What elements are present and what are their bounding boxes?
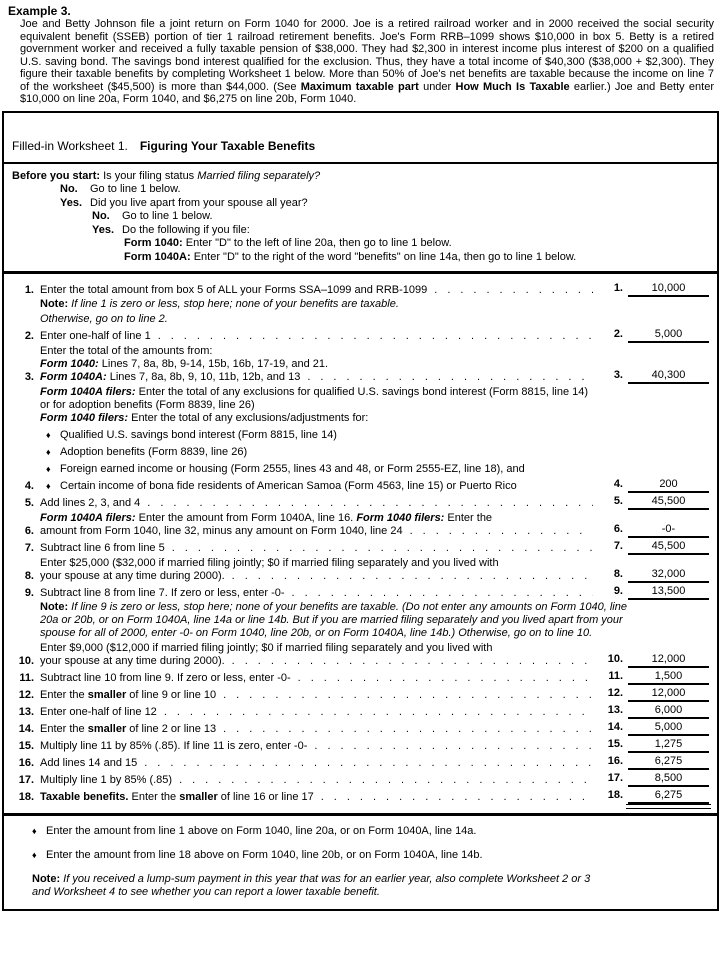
line-6-text: Enter the amount from Form 1040A, line 16. bbox=[135, 512, 357, 524]
diamond-bullet-icon: ♦ bbox=[46, 464, 51, 474]
line-12-text bbox=[40, 689, 216, 702]
before-label: Before you start: bbox=[12, 169, 101, 182]
dot-leader bbox=[223, 723, 593, 736]
line-2-amount-col bbox=[597, 328, 709, 343]
dot-leader bbox=[298, 672, 593, 685]
amount-value-6: -0- bbox=[628, 523, 709, 538]
bullet-text: Qualified U.S. savings bond interest (Form 8815, line 14) bbox=[60, 429, 337, 441]
line-18-text bbox=[40, 791, 314, 804]
example-paragraph bbox=[20, 18, 714, 106]
line-number-3: 3. bbox=[24, 371, 34, 383]
line-9-note bbox=[40, 601, 628, 640]
form1040-filers-label: Form 1040 filers: bbox=[40, 412, 129, 424]
line-number-11: 11. bbox=[19, 672, 34, 684]
text-segment: Enter the bbox=[40, 723, 88, 735]
worksheet-row-4 bbox=[12, 386, 709, 493]
footer-bullet-text: Enter the amount from line 1 above on Form 1040, line 20a, or on Form 1040A, line 14a. bbox=[46, 825, 477, 837]
amount-line-number-5: 5. bbox=[613, 495, 623, 507]
line-17-text-cell bbox=[40, 774, 593, 787]
note-text: If you received a lump-sum payment in this year that was for an earlier year, also complete Worksheet 2 or 3 and Worksheet 4 to see whether you can report a lower taxable benefit. bbox=[32, 873, 591, 898]
line-18-amount-col bbox=[597, 789, 709, 804]
yes-label: Yes. bbox=[92, 223, 115, 236]
footer-bullet-1 bbox=[32, 825, 709, 838]
worksheet-box bbox=[2, 111, 719, 912]
amount-line-number-3: 3. bbox=[613, 369, 623, 381]
worksheet-title-prefix: Filled-in Worksheet 1. bbox=[12, 138, 128, 153]
line-8-second-line: your spouse at any time during 2000). bbox=[40, 570, 225, 582]
worksheet-row-12 bbox=[12, 687, 709, 702]
form1040a-text: Enter "D" to the right of the word "benefits" on line 14a, then go to line 1 below. bbox=[190, 250, 577, 263]
worksheet-title bbox=[4, 113, 717, 164]
note-text: If line 9 is zero or less, stop here; none of your benefits are taxable. (Do not enter any amounts on Form 1040, line 20a or 20b, or on Form 1040A, line 14a or line 14b. But if you are married filing separately and you lived apart from your spouse for all of 2000, enter -0- on Form 1040, line 20b, or on Form 1040A, line 14b.) Otherwise, go on to line 10. bbox=[40, 601, 627, 639]
amount-value-17: 8,500 bbox=[628, 772, 709, 787]
worksheet-row-3 bbox=[12, 345, 709, 384]
line-10-first-line: Enter $9,000 ($12,000 if married filing jointly; $0 if married filing separately and you lived with bbox=[40, 642, 493, 654]
example-heading: Example 3. bbox=[8, 4, 71, 18]
before-question bbox=[12, 170, 709, 184]
worksheet-row-13 bbox=[12, 704, 709, 719]
dot-leader bbox=[321, 791, 593, 804]
before-yes-2 bbox=[92, 224, 709, 238]
line-14-text bbox=[40, 723, 216, 736]
dot-leader bbox=[434, 284, 593, 297]
before-question-text: Is your filing status bbox=[100, 169, 198, 182]
line-number-9: 9. bbox=[24, 587, 34, 599]
before-you-start-section bbox=[4, 164, 717, 275]
line-number-6: 6. bbox=[24, 525, 34, 537]
line-4-bullet-1 bbox=[46, 429, 593, 442]
line-12-text-cell bbox=[40, 689, 593, 702]
amount-line-number-14: 14. bbox=[607, 721, 623, 733]
line-12-amount-col bbox=[597, 687, 709, 702]
note-text: If line 1 is zero or less, stop here; none of your benefits are taxable. bbox=[68, 298, 399, 310]
line-9-amount-col bbox=[597, 585, 709, 600]
line-3-amount-col bbox=[597, 369, 709, 384]
line-number-1: 1. bbox=[24, 284, 34, 296]
line-13-text: Enter one-half of line 12 bbox=[40, 706, 157, 718]
line-6-second-line: amount from Form 1040, line 32, minus any amount on Form 1040, line 24 bbox=[40, 525, 403, 537]
line-number-13: 13. bbox=[18, 706, 34, 718]
note-label: Note: bbox=[40, 601, 69, 613]
form1040a-filers-label: Form 1040A filers: bbox=[40, 512, 136, 524]
smaller-bold: smaller bbox=[87, 689, 127, 701]
amount-line-number-12: 12. bbox=[607, 687, 623, 699]
diamond-bullet-icon: ♦ bbox=[46, 481, 51, 491]
amount-line-number-7: 7. bbox=[613, 540, 623, 552]
amount-value-12: 12,000 bbox=[628, 687, 709, 702]
line-5-amount-col bbox=[597, 495, 709, 510]
dot-leader bbox=[172, 542, 593, 555]
line-10-amount-col bbox=[597, 653, 709, 668]
worksheet-row-18 bbox=[12, 789, 709, 804]
dot-leader bbox=[232, 655, 593, 668]
dot-leader bbox=[144, 757, 593, 770]
smaller-bold: smaller bbox=[87, 723, 127, 735]
dot-leader bbox=[223, 689, 593, 702]
line-3-form1040 bbox=[40, 358, 593, 371]
worksheet-row-7 bbox=[12, 540, 709, 555]
line-1-text-cell bbox=[40, 284, 593, 297]
example-text-bold: Maximum taxable part bbox=[300, 80, 419, 93]
worksheet-row-9 bbox=[12, 585, 709, 600]
line-5-text-cell bbox=[40, 497, 593, 510]
line-15-amount-col bbox=[597, 738, 709, 753]
worksheet-row-2 bbox=[12, 328, 709, 343]
line-8-text-cell bbox=[40, 557, 593, 583]
line-number-8: 8. bbox=[24, 570, 34, 582]
line-13-text-cell bbox=[40, 706, 593, 719]
dot-leader bbox=[410, 525, 593, 538]
line-10-text-cell bbox=[40, 642, 593, 668]
line-1-note-line2: Otherwise, go on to line 2. bbox=[40, 313, 168, 325]
amount-line-number-6: 6. bbox=[613, 523, 623, 535]
line-3-form1040a bbox=[40, 371, 300, 384]
line-4-bullet-3 bbox=[46, 463, 593, 476]
worksheet-row-17 bbox=[12, 772, 709, 787]
diamond-bullet-icon: ♦ bbox=[32, 826, 37, 836]
line-number-14: 14. bbox=[18, 723, 34, 735]
line-7-text: Subtract line 6 from line 5 bbox=[40, 542, 165, 554]
amount-line-number-18: 18. bbox=[607, 789, 623, 801]
amount-value-10: 12,000 bbox=[628, 653, 709, 668]
line-4-bullet-2 bbox=[46, 446, 593, 459]
line-4-form1040a-para bbox=[40, 386, 593, 412]
amount-value-8: 32,000 bbox=[628, 568, 709, 583]
worksheet-row-6 bbox=[12, 512, 709, 538]
line-8-amount-col bbox=[597, 568, 709, 583]
worksheet-row-8 bbox=[12, 557, 709, 583]
amount-value-9: 13,500 bbox=[628, 585, 709, 600]
amount-line-number-1: 1. bbox=[613, 282, 623, 294]
before-no-1 bbox=[60, 183, 709, 197]
no-text: Go to line 1 below. bbox=[122, 210, 213, 222]
line-16-text: Add lines 14 and 15 bbox=[40, 757, 138, 769]
amount-line-number-8: 8. bbox=[613, 568, 623, 580]
line-1-text: Enter the total amount from box 5 of ALL your Forms SSA–1099 and RRB-1099 bbox=[40, 284, 428, 296]
amount-line-number-16: 16. bbox=[607, 755, 623, 767]
form1040-text: Enter "D" to the left of line 20a, then go to line 1 below. bbox=[182, 237, 452, 249]
dot-leader bbox=[164, 706, 593, 719]
line-number-15: 15. bbox=[18, 740, 34, 752]
diamond-bullet-icon: ♦ bbox=[32, 850, 37, 860]
amount-value-1: 10,000 bbox=[628, 282, 709, 297]
line-14-text-cell bbox=[40, 723, 593, 736]
amount-line-number-4: 4. bbox=[613, 478, 623, 490]
yes-label: Yes. bbox=[60, 196, 83, 209]
line-15-text: Multiply line 11 by 85% (.85). If line 11 is zero, enter -0- bbox=[40, 740, 308, 752]
line-1-note bbox=[40, 298, 709, 311]
amount-value-16: 6,275 bbox=[628, 755, 709, 770]
form1040-label: Form 1040: bbox=[40, 358, 99, 370]
amount-line-number-15: 15. bbox=[607, 738, 623, 750]
worksheet-row-10 bbox=[12, 642, 709, 668]
line-14-amount-col bbox=[597, 721, 709, 736]
bullet-text: Adoption benefits (Form 8839, line 26) bbox=[60, 446, 248, 458]
line-16-text-cell bbox=[40, 757, 593, 770]
amount-value-5: 45,500 bbox=[628, 495, 709, 510]
worksheet-row-5 bbox=[12, 495, 709, 510]
example-text: earlier.) Joe and Betty enter $10,000 on line 20a, Form 1040, and $6,275 on line 20b, Form 1040. bbox=[20, 80, 714, 105]
footer-bullet-2 bbox=[32, 849, 709, 862]
worksheet-row-15 bbox=[12, 738, 709, 753]
line-5-text: Add lines 2, 3, and 4 bbox=[40, 497, 141, 509]
line-number-5: 5. bbox=[24, 497, 34, 509]
example-text-bold: How Much Is Taxable bbox=[455, 80, 570, 93]
line-3-intro: Enter the total of the amounts from: bbox=[40, 345, 213, 357]
before-no-2 bbox=[92, 210, 709, 224]
amount-value-3: 40,300 bbox=[628, 369, 709, 384]
line-11-text: Subtract line 10 from line 9. If zero or less, enter -0- bbox=[40, 672, 291, 684]
line-4-text-cell bbox=[40, 386, 593, 493]
form1040-lines: Lines 7, 8a, 8b, 9-14, 15b, 16b, 17-19, and 21. bbox=[98, 358, 329, 370]
line-number-18: 18. bbox=[18, 791, 34, 803]
amount-value-15: 1,275 bbox=[628, 738, 709, 753]
worksheet-row-11 bbox=[12, 670, 709, 685]
line-10-second-line: your spouse at any time during 2000). bbox=[40, 655, 225, 667]
amount-value-4: 200 bbox=[628, 478, 709, 493]
text-segment: of line 16 or line 17 bbox=[217, 791, 314, 803]
form1040-filers-text: Enter the total of any exclusions/adjustments for: bbox=[128, 412, 369, 424]
line-8-first-line: Enter $25,000 ($32,000 if married filing jointly; $0 if married filing separately and you lived with bbox=[40, 557, 499, 569]
example-text: Joe and Betty Johnson file a joint return on Form 1040 for 2000. Joe is a retired railroad worker and in 2000 received the social security equivalent benefit (SSEB) portion of tier 1 railroad retirement benefits. Joe's Form RRB–1099 shows $10,000 in box 5. Betty is a retired government worker and received a fully taxable pension of $38,000. They had $2,300 in interest income plus interest of $200 on a qualified U.S. saving bond. The savings bond interest qualified for the exclusion. Thus, they have a total income of $40,300 ($38,000 + $2,300). They figure their taxable benefits by completing Worksheet 1 below. More than 50% of Joe's net benefits are taxable because the income on line 7 of the worksheet ($45,500) is more than $44,000. (See bbox=[20, 18, 714, 93]
line-16-amount-col bbox=[597, 755, 709, 770]
line-number-4: 4. bbox=[24, 480, 34, 492]
bullet-text: Certain income of bona fide residents of American Samoa (Form 4563, line 15) or Puerto Rico bbox=[60, 480, 517, 492]
line-9-text-cell bbox=[40, 587, 593, 600]
line-4-bullet-4 bbox=[46, 480, 593, 493]
amount-value-13: 6,000 bbox=[628, 704, 709, 719]
line-17-amount-col bbox=[597, 772, 709, 787]
amount-line-number-10: 10. bbox=[607, 653, 623, 665]
line-15-text-cell bbox=[40, 740, 593, 753]
before-form1040-instruction bbox=[124, 237, 709, 251]
worksheet-row-14 bbox=[12, 721, 709, 736]
form1040a-filers-text: Enter the total of any exclusions for qualified U.S. savings bond interest (Form 8815, line 14) or for adoption benefits (Form 8839, line 26) bbox=[40, 386, 589, 411]
no-label: No. bbox=[60, 183, 78, 195]
no-text: Go to line 1 below. bbox=[90, 183, 181, 195]
text-segment: Enter the bbox=[128, 791, 180, 803]
text-segment: of line 2 or line 13 bbox=[126, 723, 217, 735]
amount-value-11: 1,500 bbox=[628, 670, 709, 685]
line-4-amount-col bbox=[597, 478, 709, 493]
line-number-2: 2. bbox=[24, 330, 34, 342]
amount-line-number-2: 2. bbox=[613, 328, 623, 340]
worksheet-row-16 bbox=[12, 755, 709, 770]
before-form1040a-instruction bbox=[124, 251, 709, 265]
line-2-text: Enter one-half of line 1 bbox=[40, 330, 151, 342]
line-7-text-cell bbox=[40, 542, 593, 555]
yes-text: Did you live apart from your spouse all year? bbox=[90, 196, 308, 209]
amount-line-number-17: 17. bbox=[607, 772, 623, 784]
dot-leader bbox=[179, 774, 593, 787]
amount-value-14: 5,000 bbox=[628, 721, 709, 736]
no-label: No. bbox=[92, 210, 110, 222]
line-11-text-cell bbox=[40, 672, 593, 685]
line-7-amount-col bbox=[597, 540, 709, 555]
form1040-filers-label: Form 1040 filers: bbox=[356, 512, 445, 524]
line-6-amount-col bbox=[597, 523, 709, 538]
line-11-amount-col bbox=[597, 670, 709, 685]
dot-leader bbox=[292, 587, 593, 600]
amount-value-2: 5,000 bbox=[628, 328, 709, 343]
dot-leader bbox=[158, 330, 593, 343]
filing-status-italic: Married filing separately? bbox=[197, 169, 321, 182]
before-yes-1 bbox=[60, 197, 709, 211]
text-segment: of line 9 or line 10 bbox=[126, 689, 217, 701]
taxable-benefits-bold: Taxable benefits. bbox=[40, 791, 129, 803]
amount-value-18-total: 6,275 bbox=[628, 789, 709, 804]
line-number-17: 17. bbox=[18, 774, 34, 786]
line-9-text: Subtract line 8 from line 7. If zero or less, enter -0- bbox=[40, 587, 285, 599]
line-number-7: 7. bbox=[24, 542, 34, 554]
footer-note bbox=[32, 873, 592, 899]
amount-line-number-9: 9. bbox=[613, 585, 623, 597]
amount-value-7: 45,500 bbox=[628, 540, 709, 555]
dot-leader bbox=[314, 740, 593, 753]
footer-bullet-text: Enter the amount from line 18 above on Form 1040, line 20b, or on Form 1040A, line 14b. bbox=[46, 849, 483, 861]
line-4-form1040-para bbox=[40, 412, 593, 425]
worksheet-row-1 bbox=[12, 282, 709, 297]
amount-line-number-13: 13. bbox=[607, 704, 623, 716]
line-number-12: 12. bbox=[18, 689, 34, 701]
smaller-bold: smaller bbox=[179, 791, 218, 803]
form1040a-label: Form 1040A: bbox=[40, 371, 107, 383]
diamond-bullet-icon: ♦ bbox=[46, 430, 51, 440]
line-number-16: 16. bbox=[18, 757, 34, 769]
form1040a-lines: Lines 7, 8a, 8b, 9, 10, 11b, 12b, and 13 bbox=[106, 371, 301, 383]
line-6-text: Enter the bbox=[444, 512, 493, 524]
line-6-text-cell bbox=[40, 512, 593, 538]
line-2-text-cell bbox=[40, 330, 593, 343]
example-text: under bbox=[418, 80, 456, 93]
form1040-label: Form 1040: bbox=[124, 237, 183, 249]
line-13-amount-col bbox=[597, 704, 709, 719]
yes-text: Do the following if you file: bbox=[122, 223, 250, 236]
line-1-amount-col bbox=[597, 282, 709, 297]
line-number-10: 10. bbox=[18, 655, 34, 667]
worksheet-footer bbox=[4, 816, 717, 909]
form1040a-filers-label: Form 1040A filers: bbox=[40, 386, 136, 398]
line-3-text-cell bbox=[40, 345, 593, 384]
dot-leader bbox=[147, 497, 593, 510]
line-17-text: Multiply line 1 by 85% (.85) bbox=[40, 774, 173, 786]
line-6-first-line bbox=[40, 512, 593, 525]
note-label: Note: bbox=[32, 873, 61, 885]
text-segment: Enter the bbox=[40, 689, 88, 701]
worksheet-title-bold: Figuring Your Taxable Benefits bbox=[139, 138, 316, 153]
dot-leader bbox=[232, 570, 593, 583]
line-18-text-cell bbox=[40, 791, 593, 804]
bullet-text: Foreign earned income or housing (Form 2555, lines 43 and 48, or Form 2555-EZ, line 18), and bbox=[60, 463, 525, 475]
form1040a-label: Form 1040A: bbox=[124, 250, 191, 263]
note-label: Note: bbox=[40, 298, 69, 310]
example-section bbox=[2, 4, 719, 106]
diamond-bullet-icon: ♦ bbox=[46, 447, 51, 457]
dot-leader bbox=[307, 371, 593, 384]
worksheet-lines bbox=[4, 274, 717, 816]
amount-line-number-11: 11. bbox=[608, 670, 623, 682]
